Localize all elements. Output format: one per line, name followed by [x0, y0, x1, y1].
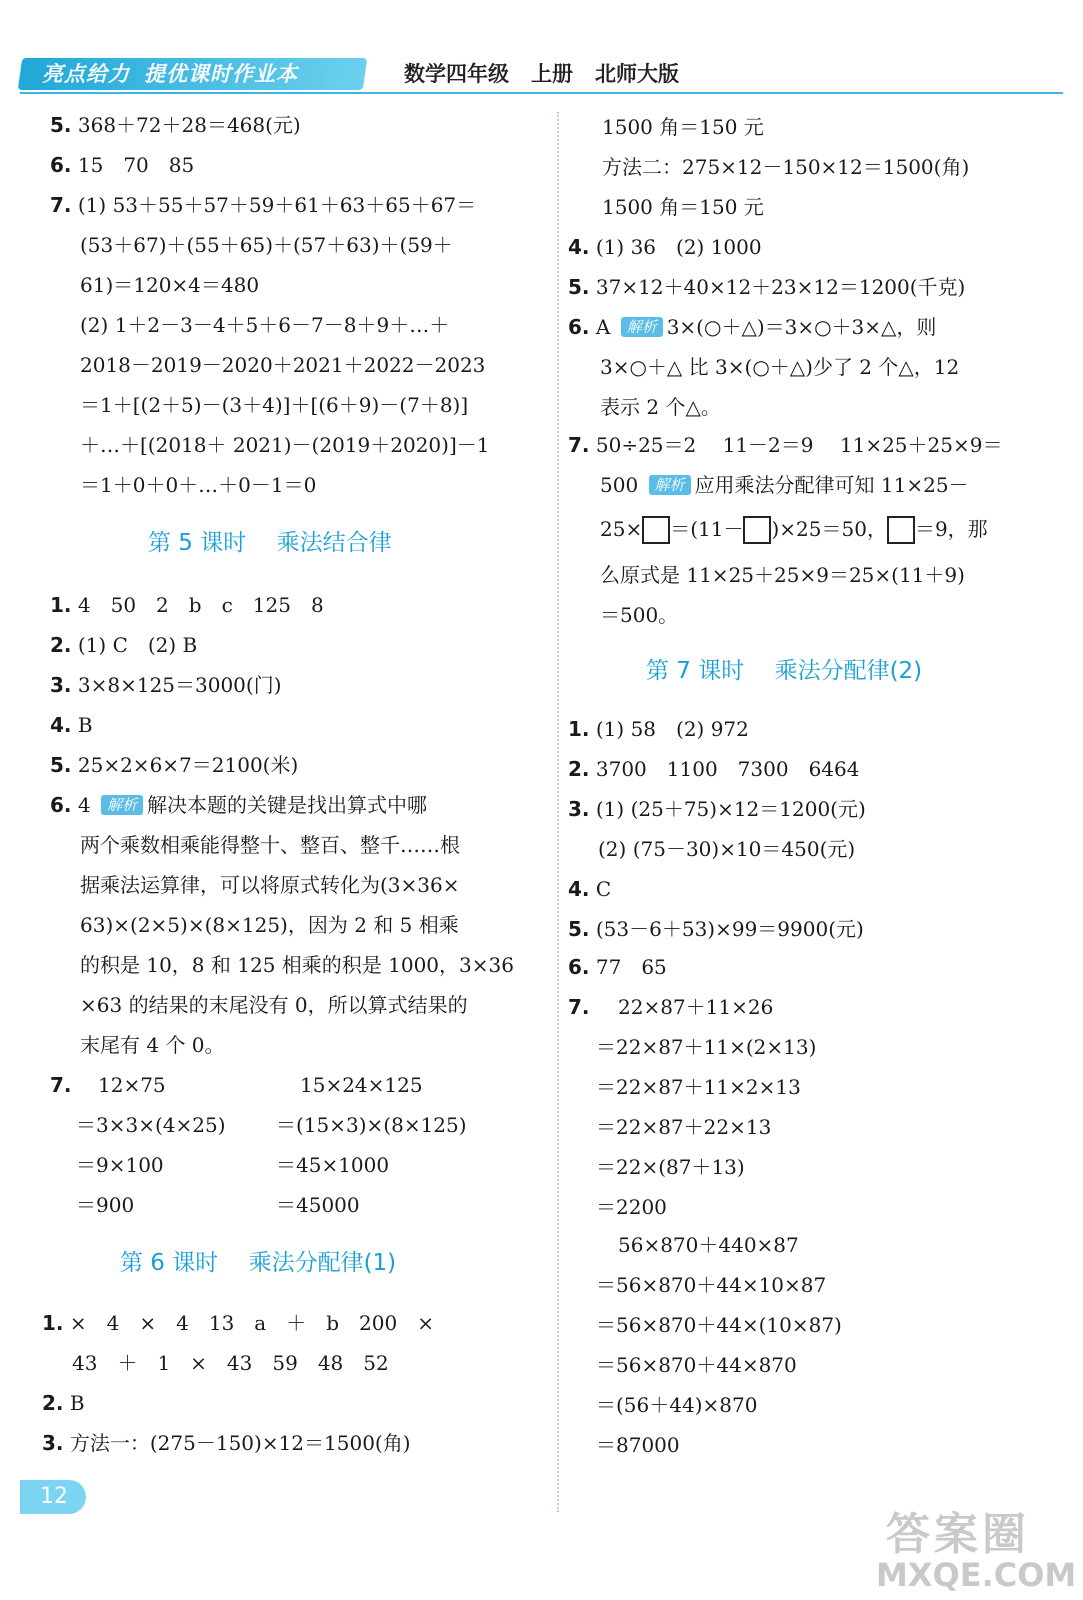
answer-item: 7. — [568, 995, 590, 1019]
calc-line: 56×870＋440×87 — [618, 1233, 799, 1257]
answer-item: 7. 50÷25＝2 11－2＝9 11×25＋25×9＝ — [568, 433, 1003, 457]
answer-line: (53＋67)＋(55＋65)＋(57＋63)＋(59＋ — [80, 233, 453, 257]
answer-item: 2. 3700 1100 7300 6464 — [568, 757, 860, 781]
answer-line: 1500 角＝150 元 — [602, 115, 764, 139]
answer-item: 1. × 4 × 4 13 a ＋ b 200 × — [42, 1311, 434, 1335]
answer-item: 3. 方法一：(275－150)×12＝1500(角) — [42, 1431, 411, 1455]
answer-line: 的积是 10，8 和 125 相乘的积是 1000，3×36 — [80, 953, 514, 977]
book-volume: 上册 — [531, 62, 573, 86]
answer-line: ×63 的结果的末尾没有 0，所以算式结果的 — [80, 993, 468, 1017]
answer-item: 1. (1) 58 (2) 972 — [568, 717, 749, 741]
answer-item: 4. (1) 36 (2) 1000 — [568, 235, 762, 259]
series-title — [42, 58, 312, 90]
series-title-a: 亮点给力 — [42, 62, 130, 86]
answer-item: 4. C — [568, 877, 612, 901]
calc-line: ＝22×87＋11×2×13 — [596, 1075, 801, 1099]
answer-line: 表示 2 个△。 — [600, 395, 721, 419]
calc-line: ＝900 — [76, 1193, 135, 1217]
calc-line: ＝3×3×(4×25) — [76, 1113, 226, 1137]
book-info — [404, 58, 701, 90]
watermark-logo: 答案圈 MXQE.COM — [876, 1509, 1077, 1594]
answer-line: 么原式是 11×25＋25×9＝25×(11＋9) — [600, 563, 965, 587]
calc-line: ＝(15×3)×(8×125) — [276, 1113, 467, 1137]
blank-box — [887, 516, 915, 544]
answer-item: 2. (1) C (2) B — [50, 633, 198, 657]
answer-line: 3×○＋△ 比 3×(○＋△)少了 2 个△，12 — [600, 355, 960, 379]
book-subject: 数学四年级 — [404, 62, 509, 86]
calc-line: ＝56×870＋44×10×87 — [596, 1273, 827, 1297]
section-title-lesson-6: 第 6 课时 乘法分配律(1) — [120, 1250, 397, 1276]
blank-box — [743, 516, 771, 544]
calc-line: ＝45×1000 — [276, 1153, 390, 1177]
answer-line: 61)＝120×4＝480 — [80, 273, 260, 297]
answer-item: 1. 4 50 2 b c 125 8 — [50, 593, 324, 617]
calc-line: 12×75 — [98, 1073, 166, 1097]
calc-line: ＝(56＋44)×870 — [596, 1393, 758, 1417]
answer-line: 25× ＝(11－ )×25＝50， ＝9，那 — [600, 514, 988, 544]
page-number: 12 — [20, 1480, 86, 1514]
answer-item: 5. 368＋72＋28＝468(元) — [50, 113, 301, 137]
answer-line: 1500 角＝150 元 — [602, 195, 764, 219]
answer-item: 5. 25×2×6×7＝2100(米) — [50, 753, 299, 777]
series-title-b: 提优课时作业本 — [144, 62, 298, 86]
blank-box — [642, 516, 670, 544]
answer-item: 6. 4 解析 解决本题的关键是找出算式中哪 — [50, 793, 427, 817]
answer-item: 5. 37×12＋40×12＋23×12＝1200(千克) — [568, 275, 966, 299]
answer-line: 43 ＋ 1 × 43 59 48 52 — [72, 1351, 389, 1375]
answer-item: 3. (1) (25＋75)×12＝1200(元) — [568, 797, 866, 821]
answer-item: 6. 77 65 — [568, 955, 667, 979]
section-title-lesson-5: 第 5 课时 乘法结合律 — [148, 530, 392, 556]
column-divider — [557, 112, 559, 1512]
answer-line: ＋…＋[(2018＋ 2021)－(2019＋2020)]－1 — [80, 433, 490, 457]
answer-line: ＝1＋[(2＋5)－(3＋4)]＋[(6＋9)－(7＋8)] — [80, 393, 469, 417]
section-title-lesson-7: 第 7 课时 乘法分配律(2) — [646, 658, 923, 684]
calc-line: ＝2200 — [596, 1195, 667, 1219]
answer-line: 方法二：275×12－150×12＝1500(角) — [602, 155, 970, 179]
answer-item: 2. B — [42, 1391, 85, 1415]
calc-line: ＝45000 — [276, 1193, 360, 1217]
analysis-tag: 解析 — [649, 475, 691, 495]
calc-line: ＝9×100 — [76, 1153, 164, 1177]
calc-line: 22×87＋11×26 — [618, 995, 774, 1019]
answer-line: ＝1＋0＋0＋…＋0－1＝0 — [80, 473, 317, 497]
calc-line: ＝56×870＋44×(10×87) — [596, 1313, 842, 1337]
answer-line: 末尾有 4 个 0。 — [80, 1033, 225, 1057]
answer-line: (2) 1＋2－3－4＋5＋6－7－8＋9＋…＋ — [80, 313, 450, 337]
answer-item: 4. B — [50, 713, 93, 737]
answer-line: 据乘法运算律，可以将原式转化为(3×36× — [80, 873, 460, 897]
analysis-tag: 解析 — [621, 317, 663, 337]
answer-item: 6. A 解析 3×(○＋△)＝3×○＋3×△，则 — [568, 315, 937, 339]
answer-line: 2018－2019－2020＋2021＋2022－2023 — [80, 353, 486, 377]
answer-item: 7. (1) 53＋55＋57＋59＋61＋63＋65＋67＝ — [50, 193, 477, 217]
answer-line: ＝500。 — [600, 603, 679, 627]
calc-line: ＝22×87＋11×(2×13) — [596, 1035, 817, 1059]
answer-item: 7. — [50, 1073, 72, 1097]
calc-line: ＝87000 — [596, 1433, 680, 1457]
calc-line: ＝22×87＋22×13 — [596, 1115, 772, 1139]
answer-item: 6. 15 70 85 — [50, 153, 195, 177]
analysis-tag: 解析 — [101, 795, 143, 815]
answer-line: 两个乘数相乘能得整十、整百、整千……根 — [80, 833, 460, 857]
book-edition: 北师大版 — [595, 62, 679, 86]
calc-line: ＝56×870＋44×870 — [596, 1353, 797, 1377]
answer-item: 5. (53－6＋53)×99＝9900(元) — [568, 917, 864, 941]
answer-line: 63)×(2×5)×(8×125)，因为 2 和 5 相乘 — [80, 913, 459, 937]
calc-line: ＝22×(87＋13) — [596, 1155, 745, 1179]
answer-item: 3. 3×8×125＝3000(门) — [50, 673, 282, 697]
answer-line: 500 解析 应用乘法分配律可知 11×25－ — [600, 473, 969, 497]
header-rule — [20, 92, 1063, 94]
answer-line: (2) (75－30)×10＝450(元) — [598, 837, 856, 861]
calc-line: 15×24×125 — [300, 1073, 423, 1097]
